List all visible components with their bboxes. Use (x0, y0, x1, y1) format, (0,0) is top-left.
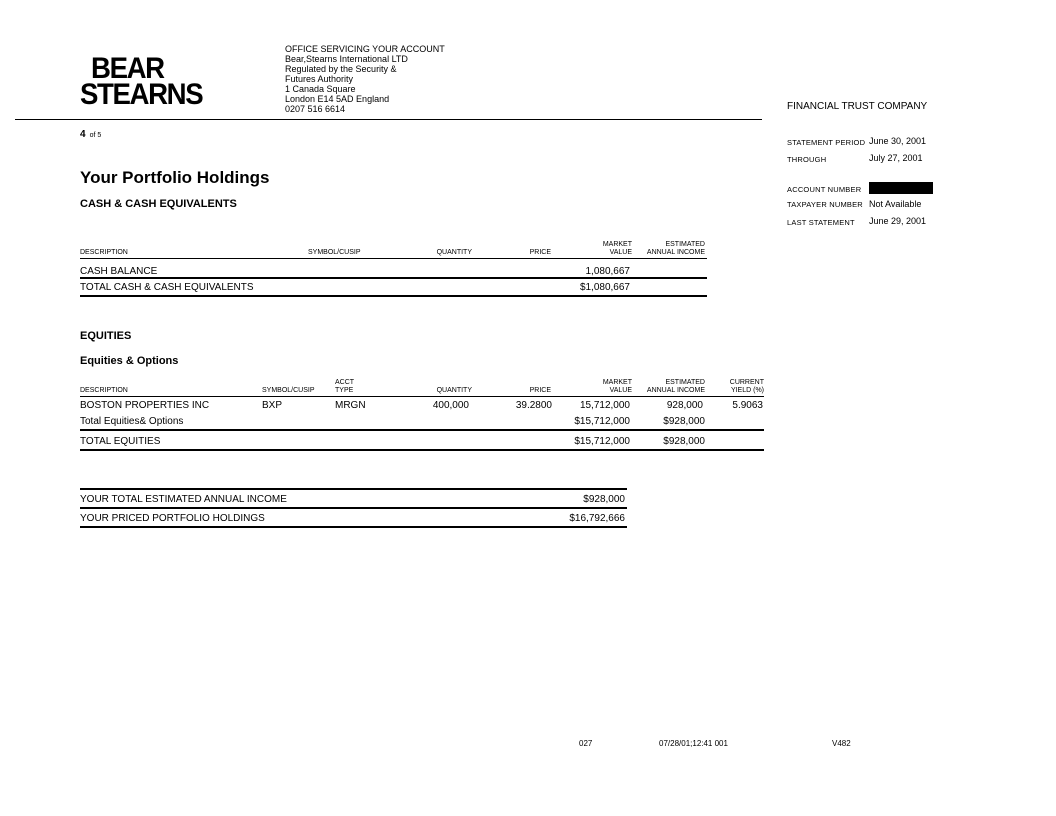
col-price: PRICE (529, 249, 551, 256)
eq-row-yield: 5.9063 (732, 400, 763, 411)
cash-total-rule (80, 277, 707, 279)
col-estimated-income-line1: ESTIMATED (665, 241, 705, 248)
header-divider (15, 119, 762, 120)
taxpayer-number-label: TAXPAYER NUMBER (787, 200, 863, 209)
through-value: July 27, 2001 (869, 153, 923, 163)
logo-line-1: BEAR (91, 52, 164, 85)
taxpayer-number-value: Not Available (869, 199, 922, 209)
eq-row-acct-type: MRGN (335, 400, 366, 411)
page-total: of 5 (89, 132, 102, 139)
col-market-value-line2: VALUE (609, 249, 632, 256)
equities-heading: EQUITIES (80, 330, 132, 342)
office-line: London E14 5AD England (285, 94, 390, 104)
eq-col-market-value-line1: MARKET (602, 379, 632, 386)
eq-total-value: $15,712,000 (574, 436, 630, 447)
eq-subtotal-value: $15,712,000 (574, 416, 630, 427)
summary-bottom-rule (80, 526, 627, 528)
eq-col-estimated-income-line2: ANNUAL INCOME (646, 387, 705, 394)
cash-heading: CASH & CASH EQUIVALENTS (80, 198, 237, 210)
eq-col-current-yield-line1: CURRENT (729, 379, 764, 386)
summary-middle-rule (80, 507, 627, 509)
col-quantity: QUANTITY (436, 249, 472, 256)
eq-row-symbol: BXP (262, 400, 283, 411)
eq-col-acct-type (335, 379, 354, 395)
eq-row-market-value: 15,712,000 (579, 400, 630, 411)
office-line: Futures Authority (285, 74, 354, 84)
eq-row-description: BOSTON PROPERTIES INC (80, 400, 210, 411)
equities-subheading: Equities & Options (80, 355, 179, 367)
cash-bottom-rule (80, 295, 707, 297)
col-symbol: SYMBOL/CUSIP (308, 249, 361, 256)
statement-period-value: June 30, 2001 (869, 136, 927, 146)
logo-line-2: STEARNS (80, 78, 203, 111)
office-line: 0207 516 6614 (285, 104, 346, 114)
eq-total-rule (80, 429, 764, 431)
cash-total-description: TOTAL CASH & CASH EQUIVALENTS (80, 282, 254, 293)
footer-code-2: V482 (832, 739, 851, 748)
summary-top-rule (80, 488, 627, 490)
eq-col-current-yield (720, 379, 764, 395)
eq-col-market-value (580, 379, 632, 395)
page-current: 4 (80, 129, 86, 140)
eq-row-quantity: 400,000 (432, 400, 469, 411)
eq-col-symbol: SYMBOL/CUSIP (262, 387, 315, 394)
statement-period-label: STATEMENT PERIOD (787, 138, 866, 147)
eq-bottom-rule (80, 449, 764, 451)
eq-subtotal-description: Total Equities& Options (80, 416, 184, 427)
eq-col-market-value-line2: VALUE (609, 387, 632, 394)
cash-balance-value: 1,080,667 (585, 266, 630, 277)
footer-timestamp: 07/28/01;12:41 001 (659, 739, 728, 748)
col-description: DESCRIPTION (80, 249, 128, 256)
bear-stearns-logo (80, 52, 203, 111)
office-line: 1 Canada Square (285, 84, 356, 94)
col-estimated-income-line2: ANNUAL INCOME (646, 249, 705, 256)
summary-income-value: $928,000 (583, 494, 625, 505)
office-line: OFFICE SERVICING YOUR ACCOUNT (285, 44, 445, 54)
eq-col-current-yield-line2: YIELD (%) (730, 387, 764, 394)
eq-row-price: 39.2800 (515, 400, 552, 411)
eq-total-description: TOTAL EQUITIES (80, 436, 161, 447)
summary-holdings-value: $16,792,666 (569, 513, 625, 524)
last-statement-label: LAST STATEMENT (787, 218, 855, 227)
eq-row-income: 928,000 (666, 400, 703, 411)
summary-holdings-label: YOUR PRICED PORTFOLIO HOLDINGS (80, 513, 265, 524)
account-number-label: ACCOUNT NUMBER (787, 185, 862, 194)
col-market-value-line1: MARKET (602, 241, 632, 248)
eq-col-quantity: QUANTITY (436, 387, 472, 394)
eq-col-estimated-income-line1: ESTIMATED (665, 379, 705, 386)
eq-col-acct-line2: TYPE (335, 387, 354, 394)
through-label: THROUGH (787, 155, 827, 164)
page-number (80, 129, 101, 140)
eq-col-description: DESCRIPTION (80, 387, 128, 394)
office-line: Bear,Stearns International LTD (285, 54, 408, 64)
col-market-value (580, 241, 632, 257)
eq-col-acct-line1: ACCT (335, 379, 355, 386)
account-number-redacted (869, 182, 933, 194)
col-estimated-income (640, 241, 705, 257)
summary-income-label: YOUR TOTAL ESTIMATED ANNUAL INCOME (80, 494, 287, 505)
eq-col-estimated-income (640, 379, 705, 395)
footer-code-1: 027 (579, 739, 593, 748)
page-title: Your Portfolio Holdings (80, 168, 270, 187)
last-statement-value: June 29, 2001 (869, 216, 927, 226)
eq-header-rule (80, 396, 764, 397)
office-address (285, 44, 445, 114)
eq-total-income: $928,000 (663, 436, 705, 447)
office-line: Regulated by the Security & (285, 64, 397, 74)
cash-total-value: $1,080,667 (579, 282, 630, 293)
eq-subtotal-income: $928,000 (663, 416, 705, 427)
cash-balance-description: CASH BALANCE (80, 266, 158, 277)
company-name: FINANCIAL TRUST COMPANY (787, 101, 928, 112)
eq-col-price: PRICE (529, 387, 551, 394)
cash-header-rule (80, 258, 707, 259)
